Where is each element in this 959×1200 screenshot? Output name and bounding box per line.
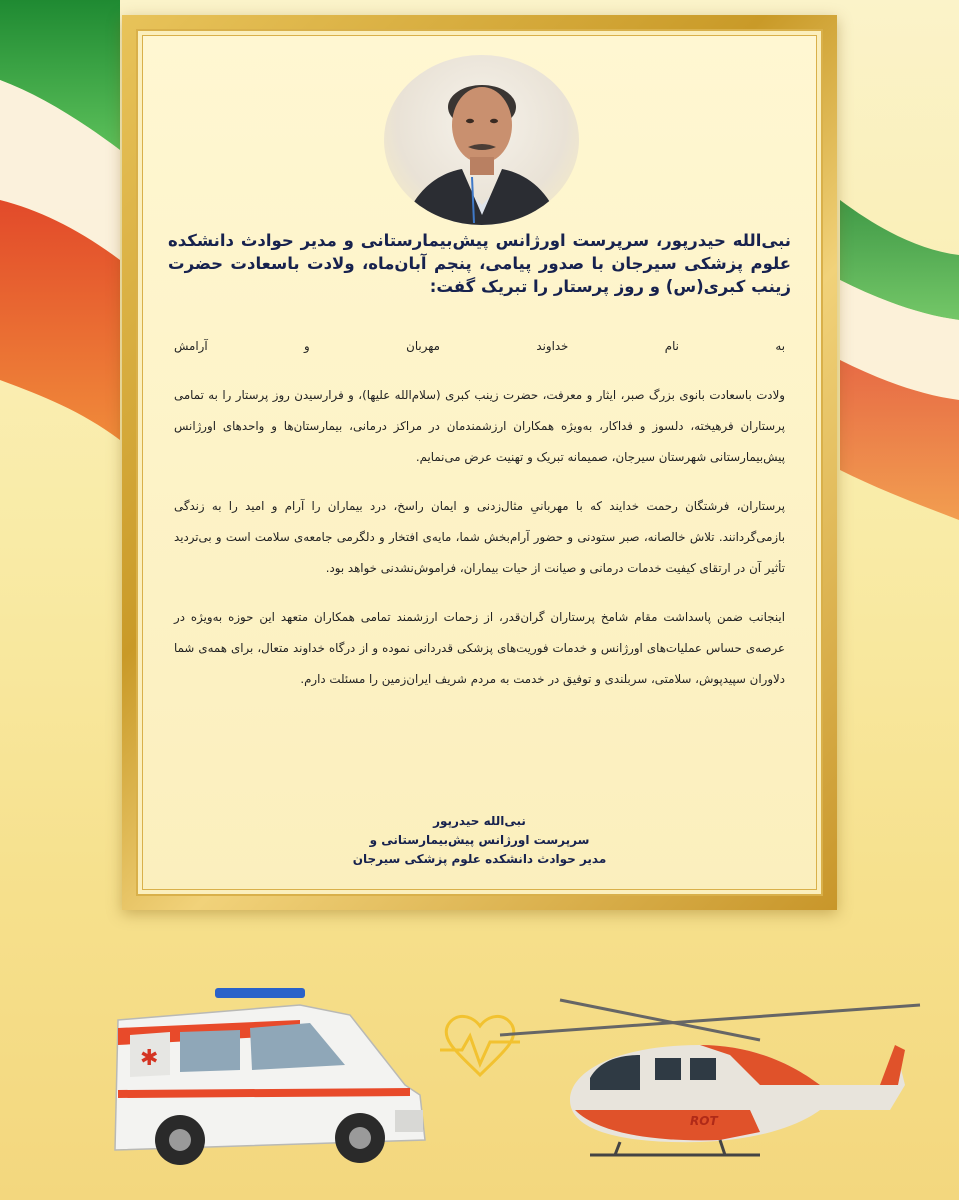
vehicles-illustration (0, 960, 959, 1200)
message-paragraph-2: پرستاران، فرشتگان رحمت خدایند که با مهربانیِ مثال‌زدنی و ایمان راسخ، درد بیماران را آرام و امید را به زندگی بازمی‌گردانند. تلاش خالصانه، صبر ستودنی و حضور آرام‌بخش شما، مایه‌ی افتخار و دلگرمی جامعه‌ی سلامت است و بی‌تردید تأثیر آن در ارتقای کیفیت خدمات درمانی و صیانت از حیات بیماران، فراموش‌نشدنی خواهد بود. (174, 499, 785, 575)
heartbeat-icon (440, 1016, 520, 1075)
signature-title-line-2: مدیر حوادث دانشکده علوم پزشکی سیرجان (352, 852, 607, 866)
message-body (174, 331, 785, 713)
helicopter-icon (500, 1000, 920, 1155)
portrait-figure-icon (384, 55, 579, 225)
gold-frame (122, 15, 837, 910)
headline: نبی‌الله حیدرپور، سرپرست اورژانس پیش‌بیمارستانی و مدیر حوادث دانشکده علوم پزشکی سیرجان با صدور پیامی، پنجم آبان‌ماه، ولادت باسعادت حضرت زینب کبری(س) و روز پرستار را تبریک گفت: (168, 231, 791, 296)
message-opening: به نام خداوند مهربان و آرامش (174, 339, 785, 353)
signature-title-line-1: سرپرست اورژانس پیش‌بیمارستانی و (369, 833, 590, 847)
message-card (136, 29, 823, 896)
ambulance-icon (115, 988, 425, 1165)
signature-block (138, 812, 821, 869)
message-paragraph-1: ولادت باسعادت بانوی بزرگ صبر، ایثار و معرفت، حضرت زینب کبری (سلام‌الله علیها)، و فرارسیدن روز پرستار را به تمامی پرستاران فرهیخته، دلسوز و فداکار، به‌ویژه همکاران ارزشمندمان در مراکز درمانی، بیمارستان‌ها و واحدهای اورژانس پیش‌بیمارستانی شهرستان سیرجان، صمیمانه تبریک و تهنیت عرض می‌نمایم. (174, 388, 785, 464)
svg-text:✱: ✱ (140, 1046, 159, 1071)
portrait-photo (384, 55, 579, 225)
helicopter-marking: ROT (690, 1114, 718, 1128)
message-paragraph-3: اینجانب ضمن پاسداشت مقام شامخ پرستاران گران‌قدر، از زحمات ارزشمند تمامی همکاران متعهد این حوزه به‌ویژه در عرصه‌ی حساس عملیات‌های اورژانس و خدمات فوریت‌های پزشکی قدردانی نموده و از درگاه خداوند متعال، برای همه‌ی شما دلاوران سپیدپوش، سلامتی، سربلندی و توفیق در خدمت به مردم شریف ایران‌زمین را مسئلت دارم. (174, 610, 785, 686)
signature-name: نبی‌الله حیدرپور (433, 814, 526, 828)
